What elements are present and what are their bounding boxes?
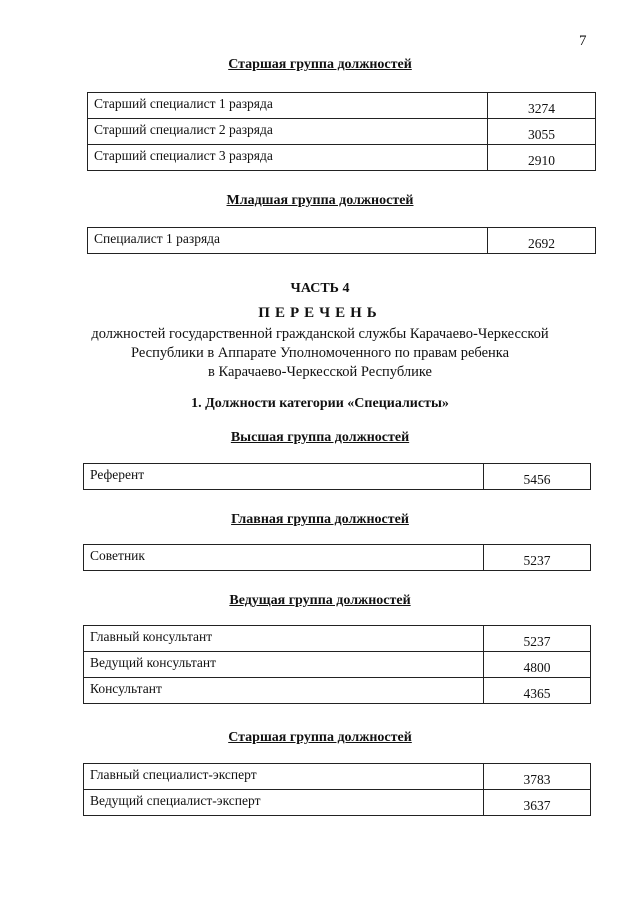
document-subtitle-line-2: Республики в Аппарате Уполномоченного по правам ребенка bbox=[130, 345, 510, 361]
document-subtitle-line-1: должностей государственной гражданской службы Карачаево-Черкесской bbox=[91, 326, 549, 342]
position-value: 5237 bbox=[484, 545, 591, 571]
table-row bbox=[84, 764, 591, 790]
position-value: 3783 bbox=[484, 764, 591, 790]
position-value: 5237 bbox=[484, 626, 591, 652]
position-name: Главный специалист-эксперт bbox=[84, 764, 484, 790]
leading-group-title: Ведущая группа должностей bbox=[229, 593, 411, 608]
table-row bbox=[88, 119, 596, 145]
document-title: ПЕРЕЧЕНЬ bbox=[258, 305, 382, 321]
document-subtitle-line-3: в Карачаево-Черкесской Республике bbox=[208, 364, 432, 380]
position-name: Старший специалист 1 разряда bbox=[88, 93, 488, 119]
table-row bbox=[84, 626, 591, 652]
position-value: 4365 bbox=[484, 678, 591, 704]
position-name: Советник bbox=[84, 545, 484, 571]
page-number: 7 bbox=[579, 33, 587, 49]
highest-group-table bbox=[83, 463, 591, 490]
position-value: 3055 bbox=[488, 119, 596, 145]
position-name: Консультант bbox=[84, 678, 484, 704]
position-name: Старший специалист 2 разряда bbox=[88, 119, 488, 145]
position-name: Главный консультант bbox=[84, 626, 484, 652]
senior-group-title: Старшая группа должностей bbox=[228, 57, 412, 72]
senior-group-table bbox=[87, 92, 596, 171]
senior-group-title-2: Старшая группа должностей bbox=[228, 730, 412, 745]
table-row bbox=[88, 145, 596, 171]
position-name: Референт bbox=[84, 464, 484, 490]
position-name: Старший специалист 3 разряда bbox=[88, 145, 488, 171]
category-heading: 1. Должности категории «Специалисты» bbox=[191, 396, 449, 411]
junior-group-title: Младшая группа должностей bbox=[226, 193, 414, 208]
table-row bbox=[84, 464, 591, 490]
table-row bbox=[84, 652, 591, 678]
position-value: 2910 bbox=[488, 145, 596, 171]
table-row bbox=[84, 545, 591, 571]
part-heading: ЧАСТЬ 4 bbox=[290, 281, 350, 296]
table-row bbox=[88, 228, 596, 254]
position-name: Ведущий консультант bbox=[84, 652, 484, 678]
table-row bbox=[84, 678, 591, 704]
position-value: 3274 bbox=[488, 93, 596, 119]
position-value: 3637 bbox=[484, 790, 591, 816]
senior-group-table-2 bbox=[83, 763, 591, 816]
table-row bbox=[84, 790, 591, 816]
position-name: Специалист 1 разряда bbox=[88, 228, 488, 254]
position-value: 5456 bbox=[484, 464, 591, 490]
position-value: 4800 bbox=[484, 652, 591, 678]
junior-group-table bbox=[87, 227, 596, 254]
main-group-table bbox=[83, 544, 591, 571]
leading-group-table bbox=[83, 625, 591, 704]
table-row bbox=[88, 93, 596, 119]
position-name: Ведущий специалист-эксперт bbox=[84, 790, 484, 816]
highest-group-title: Высшая группа должностей bbox=[230, 430, 410, 445]
main-group-title: Главная группа должностей bbox=[231, 512, 409, 527]
position-value: 2692 bbox=[488, 228, 596, 254]
